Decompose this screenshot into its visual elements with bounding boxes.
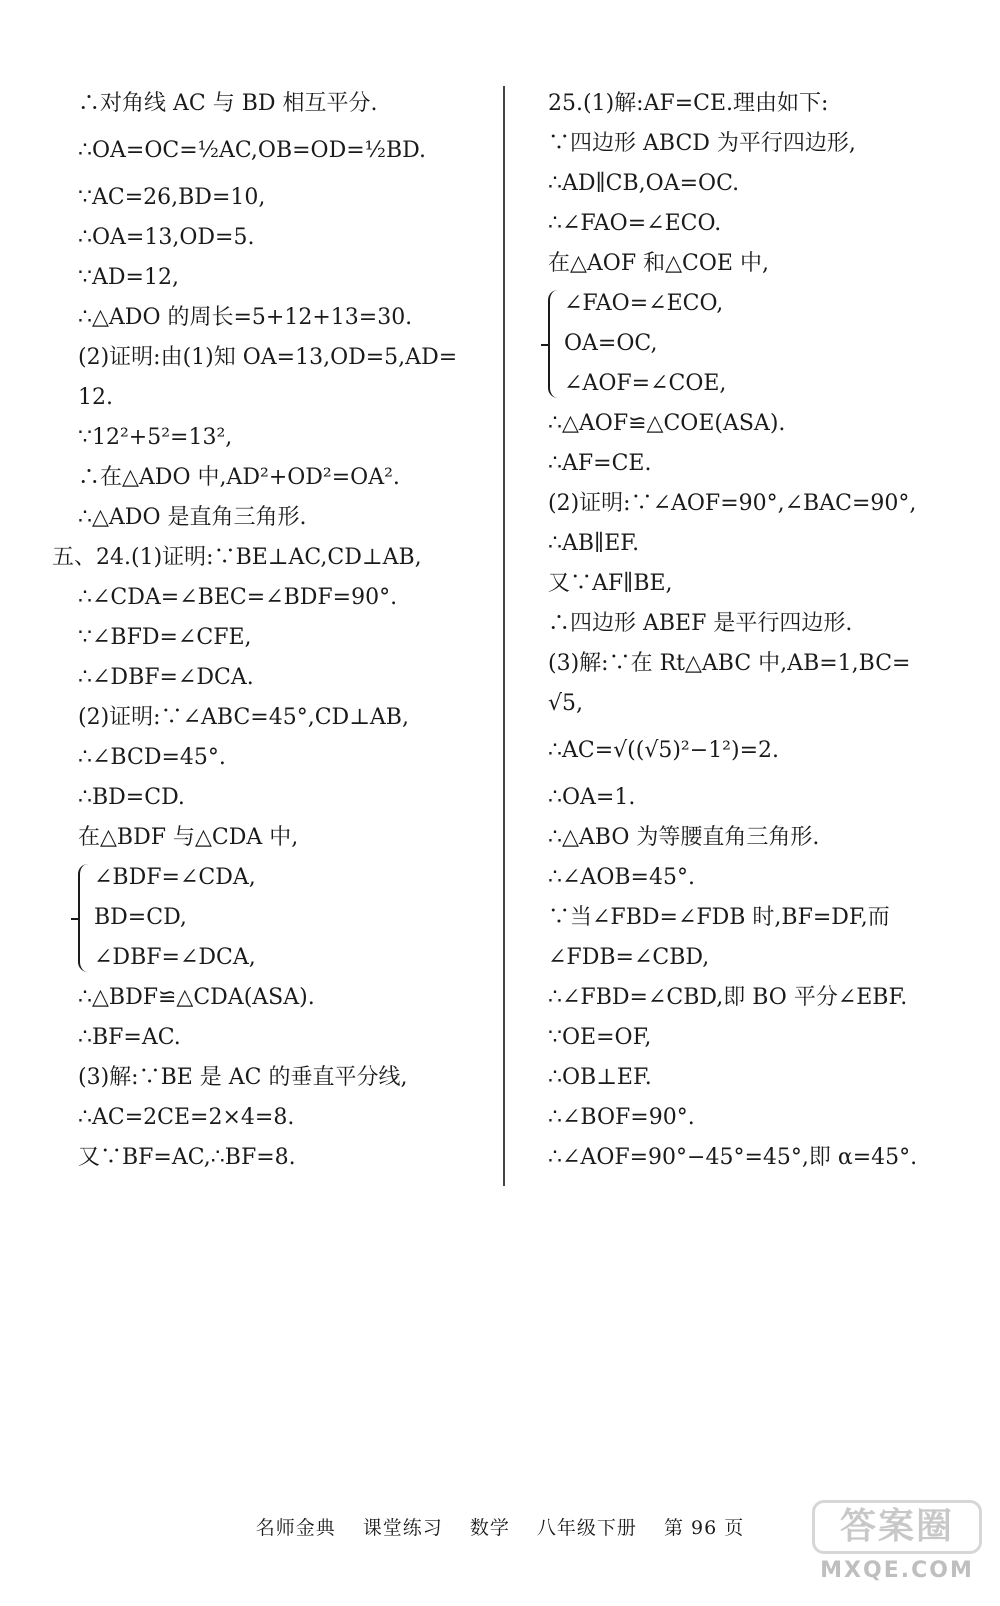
- text-line: ∴AB∥EF.: [548, 531, 640, 556]
- text-line: ∵AC=26,BD=10,: [78, 185, 266, 210]
- text-line: (2)证明:由(1)知 OA=13,OD=5,AD=: [78, 345, 458, 370]
- condition-line: BD=CD,: [94, 905, 187, 930]
- text-line: ∴△ADO 是直角三角形.: [78, 505, 307, 530]
- text-line: ∴AD∥CB,OA=OC.: [548, 171, 740, 196]
- text-line: ∴∠BOF=90°.: [548, 1105, 695, 1130]
- congruence-conditions: [548, 284, 968, 404]
- footer-grade: 八年级下册: [536, 1517, 637, 1539]
- text-line: ∴∠DBF=∠DCA.: [78, 665, 254, 690]
- text-line: ∴∠FBD=∠CBD,即 BO 平分∠EBF.: [548, 985, 908, 1010]
- footer-subject: 数学: [469, 1517, 510, 1539]
- text-line: 在△AOF 和△COE 中,: [548, 251, 769, 276]
- text-line: ∴∠CDA=∠BEC=∠BDF=90°.: [78, 585, 398, 610]
- page-number: 第 96 页: [663, 1517, 745, 1539]
- text-line: ∵当∠FBD=∠FDB 时,BF=DF,而: [548, 905, 890, 930]
- text-line: ∴OA=1.: [548, 785, 636, 810]
- condition-line: ∠DBF=∠DCA,: [94, 945, 256, 970]
- text-line: ∴AF=CE.: [548, 451, 652, 476]
- text-line: ∵OE=OF,: [548, 1025, 652, 1050]
- column-divider: [503, 86, 505, 1186]
- text-line: ∴BD=CD.: [78, 785, 185, 810]
- text-line: ∴∠AOB=45°.: [548, 865, 695, 890]
- text-line: 12.: [78, 385, 113, 410]
- text-line: (3)解:∵在 Rt△ABC 中,AB=1,BC=: [548, 651, 911, 676]
- footer-book: 课堂练习: [362, 1517, 443, 1539]
- watermark-logo: [812, 1500, 982, 1592]
- text-line: ∴在△ADO 中,AD²+OD²=OA².: [78, 465, 400, 490]
- text-line: ∵四边形 ABCD 为平行四边形,: [548, 131, 856, 156]
- text-line: ∴OA=13,OD=5.: [78, 225, 255, 250]
- congruence-conditions: [78, 858, 478, 978]
- question-heading: 五、24.(1)证明:∵BE⊥AC,CD⊥AB,: [52, 545, 422, 570]
- text-line: (2)证明:∵∠ABC=45°,CD⊥AB,: [78, 705, 409, 730]
- condition-line: ∠BDF=∠CDA,: [94, 865, 256, 890]
- text-line: (3)解:∵BE 是 AC 的垂直平分线,: [78, 1065, 408, 1090]
- text-line: ∴AC=√((√5)²−1²)=2.: [548, 738, 780, 763]
- condition-line: ∠FAO=∠ECO,: [564, 291, 724, 316]
- text-line: √5,: [548, 691, 584, 716]
- text-line: ∵AD=12,: [78, 265, 179, 290]
- left-column: [52, 84, 478, 1178]
- footer-series: 名师金典: [255, 1517, 336, 1539]
- watermark-badge: 答案圈: [812, 1500, 982, 1554]
- text-line: 又∵BF=AC,∴BF=8.: [78, 1145, 296, 1170]
- text-line: ∴AC=2CE=2×4=8.: [78, 1105, 295, 1130]
- condition-line: ∠AOF=∠COE,: [564, 371, 727, 396]
- text-line: ∴∠FAO=∠ECO.: [548, 211, 722, 236]
- text-line: ∴△BDF≌△CDA(ASA).: [78, 985, 315, 1010]
- text-line: ∴四边形 ABEF 是平行四边形.: [548, 611, 853, 636]
- condition-line: OA=OC,: [564, 331, 658, 356]
- text-line: ∴对角线 AC 与 BD 相互平分.: [78, 91, 378, 116]
- question-heading: 25.(1)解:AF=CE.理由如下:: [548, 91, 829, 116]
- right-column: [548, 84, 968, 1178]
- watermark-url: MXQE.COM: [820, 1558, 974, 1583]
- text-line: ∴△ABO 为等腰直角三角形.: [548, 825, 820, 850]
- text-line: ∴△AOF≌△COE(ASA).: [548, 411, 786, 436]
- text-line: ∴BF=AC.: [78, 1025, 181, 1050]
- text-line: ∴△ADO 的周长=5+12+13=30.: [78, 305, 413, 330]
- brace: [548, 290, 560, 398]
- text-line: ∠FDB=∠CBD,: [548, 945, 710, 970]
- text-line: 又∵AF∥BE,: [548, 571, 673, 596]
- text-line: (2)证明:∵∠AOF=90°,∠BAC=90°,: [548, 491, 917, 516]
- text-line: 在△BDF 与△CDA 中,: [78, 825, 299, 850]
- text-line: ∴∠BCD=45°.: [78, 745, 226, 770]
- brace: [78, 864, 90, 972]
- text-line: ∴∠AOF=90°−45°=45°,即 α=45°.: [548, 1145, 918, 1170]
- text-line: ∵12²+5²=13²,: [78, 425, 233, 450]
- text-line: ∵∠BFD=∠CFE,: [78, 625, 252, 650]
- text-line: ∴OB⊥EF.: [548, 1065, 652, 1090]
- text-line: ∴OA=OC=½AC,OB=OD=½BD.: [78, 138, 426, 163]
